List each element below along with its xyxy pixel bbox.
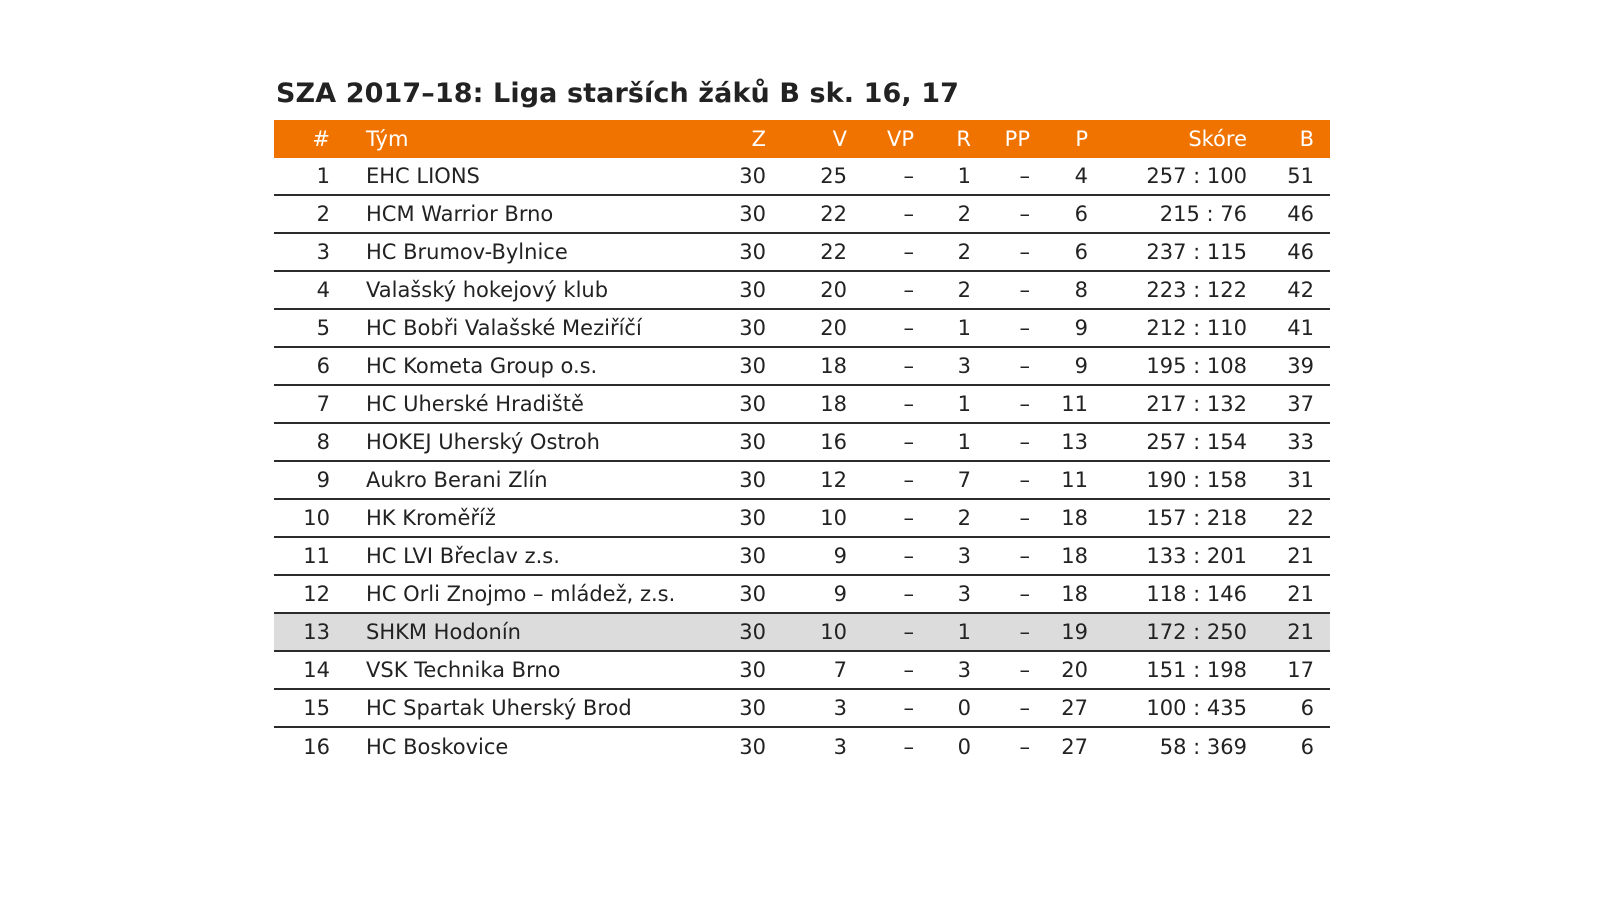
played-cell: 30 [739, 202, 766, 226]
column-header-played: Z [751, 127, 766, 151]
rank-cell: 13 [303, 620, 330, 644]
ot-losses-cell: – [1019, 506, 1030, 530]
score-cell: 157 : 218 [1146, 506, 1247, 530]
played-cell: 30 [739, 468, 766, 492]
ot-losses-cell: – [1019, 316, 1030, 340]
rank-cell: 16 [303, 735, 330, 759]
played-cell: 30 [739, 316, 766, 340]
rank-cell: 15 [303, 696, 330, 720]
losses-cell: 18 [1061, 544, 1088, 568]
points-cell: 42 [1287, 278, 1314, 302]
team-name-cell: HC Brumov-Bylnice [366, 240, 568, 264]
losses-cell: 9 [1074, 316, 1088, 340]
losses-cell: 11 [1061, 468, 1088, 492]
draws-cell: 2 [957, 202, 971, 226]
ot-losses-cell: – [1019, 392, 1030, 416]
points-cell: 39 [1287, 354, 1314, 378]
wins-cell: 22 [820, 202, 847, 226]
column-header-points: B [1299, 127, 1314, 151]
score-cell: 190 : 158 [1146, 468, 1247, 492]
table-row [274, 424, 1330, 462]
draws-cell: 1 [957, 620, 971, 644]
draws-cell: 2 [957, 240, 971, 264]
ot-losses-cell: – [1019, 468, 1030, 492]
rank-cell: 11 [303, 544, 330, 568]
rank-cell: 5 [316, 316, 330, 340]
losses-cell: 8 [1074, 278, 1088, 302]
played-cell: 30 [739, 354, 766, 378]
team-name-cell: HC Orli Znojmo – mládež, z.s. [366, 582, 676, 606]
ot-wins-cell: – [903, 240, 914, 264]
ot-losses-cell: – [1019, 202, 1030, 226]
score-cell: 257 : 154 [1146, 430, 1247, 454]
rank-cell: 8 [316, 430, 330, 454]
table-row [274, 538, 1330, 576]
losses-cell: 11 [1061, 392, 1088, 416]
wins-cell: 20 [820, 278, 847, 302]
ot-wins-cell: – [903, 735, 914, 759]
standings-table [274, 120, 1330, 766]
score-cell: 133 : 201 [1146, 544, 1247, 568]
wins-cell: 25 [820, 164, 847, 188]
points-cell: 46 [1287, 240, 1314, 264]
losses-cell: 4 [1074, 164, 1088, 188]
score-cell: 217 : 132 [1146, 392, 1247, 416]
score-cell: 237 : 115 [1146, 240, 1247, 264]
wins-cell: 16 [820, 430, 847, 454]
losses-cell: 18 [1061, 506, 1088, 530]
table-row [274, 500, 1330, 538]
team-name-cell: HC Kometa Group o.s. [366, 354, 598, 378]
wins-cell: 3 [833, 696, 847, 720]
draws-cell: 1 [957, 164, 971, 188]
ot-losses-cell: – [1019, 620, 1030, 644]
ot-losses-cell: – [1019, 544, 1030, 568]
points-cell: 21 [1287, 620, 1314, 644]
team-name-cell: HC Uherské Hradiště [366, 392, 584, 416]
draws-cell: 0 [957, 696, 971, 720]
rank-cell: 6 [316, 354, 330, 378]
rank-cell: 9 [316, 468, 330, 492]
draws-cell: 2 [957, 506, 971, 530]
ot-losses-cell: – [1019, 582, 1030, 606]
ot-wins-cell: – [903, 202, 914, 226]
ot-wins-cell: – [903, 392, 914, 416]
ot-wins-cell: – [903, 582, 914, 606]
table-row [274, 272, 1330, 310]
ot-wins-cell: – [903, 316, 914, 340]
rank-cell: 4 [316, 278, 330, 302]
table-row [274, 576, 1330, 614]
team-name-cell: HOKEJ Uherský Ostroh [366, 430, 600, 454]
draws-cell: 2 [957, 278, 971, 302]
losses-cell: 27 [1061, 735, 1088, 759]
played-cell: 30 [739, 506, 766, 530]
points-cell: 31 [1287, 468, 1314, 492]
ot-losses-cell: – [1019, 278, 1030, 302]
losses-cell: 6 [1074, 240, 1088, 264]
ot-wins-cell: – [903, 506, 914, 530]
column-header-draws: R [956, 127, 971, 151]
ot-wins-cell: – [903, 354, 914, 378]
ot-wins-cell: – [903, 430, 914, 454]
team-name-cell: HC Boskovice [366, 735, 509, 759]
team-name-cell: HC Spartak Uherský Brod [366, 696, 632, 720]
points-cell: 51 [1287, 164, 1314, 188]
losses-cell: 13 [1061, 430, 1088, 454]
played-cell: 30 [739, 430, 766, 454]
played-cell: 30 [739, 278, 766, 302]
column-header-team: Tým [366, 127, 409, 151]
team-name-cell: HC Bobři Valašské Meziříčí [366, 316, 642, 340]
ot-losses-cell: – [1019, 735, 1030, 759]
column-header-ot-losses: PP [1004, 127, 1030, 151]
table-row [274, 158, 1330, 196]
ot-wins-cell: – [903, 544, 914, 568]
table-body [274, 158, 1330, 766]
points-cell: 21 [1287, 544, 1314, 568]
played-cell: 30 [739, 658, 766, 682]
points-cell: 37 [1287, 392, 1314, 416]
wins-cell: 7 [833, 658, 847, 682]
table-header [274, 120, 1330, 158]
played-cell: 30 [739, 735, 766, 759]
losses-cell: 18 [1061, 582, 1088, 606]
wins-cell: 20 [820, 316, 847, 340]
draws-cell: 1 [957, 430, 971, 454]
wins-cell: 18 [820, 354, 847, 378]
draws-cell: 1 [957, 316, 971, 340]
draws-cell: 1 [957, 392, 971, 416]
ot-losses-cell: – [1019, 240, 1030, 264]
table-row [274, 310, 1330, 348]
played-cell: 30 [739, 164, 766, 188]
losses-cell: 9 [1074, 354, 1088, 378]
ot-wins-cell: – [903, 164, 914, 188]
wins-cell: 9 [833, 582, 847, 606]
points-cell: 17 [1287, 658, 1314, 682]
points-cell: 33 [1287, 430, 1314, 454]
draws-cell: 7 [957, 468, 971, 492]
score-cell: 58 : 369 [1159, 735, 1247, 759]
score-cell: 195 : 108 [1146, 354, 1247, 378]
rank-cell: 14 [303, 658, 330, 682]
table-row [274, 728, 1330, 766]
column-header-rank: # [312, 127, 330, 151]
column-header-losses: P [1075, 127, 1088, 151]
points-cell: 46 [1287, 202, 1314, 226]
score-cell: 257 : 100 [1146, 164, 1247, 188]
ot-wins-cell: – [903, 278, 914, 302]
wins-cell: 3 [833, 735, 847, 759]
ot-wins-cell: – [903, 696, 914, 720]
table-row [274, 386, 1330, 424]
losses-cell: 27 [1061, 696, 1088, 720]
rank-cell: 3 [316, 240, 330, 264]
played-cell: 30 [739, 240, 766, 264]
rank-cell: 12 [303, 582, 330, 606]
team-name-cell: HK Kroměříž [366, 506, 496, 530]
wins-cell: 12 [820, 468, 847, 492]
table-row [274, 614, 1330, 652]
ot-losses-cell: – [1019, 354, 1030, 378]
score-cell: 151 : 198 [1146, 658, 1247, 682]
draws-cell: 0 [957, 735, 971, 759]
score-cell: 223 : 122 [1146, 278, 1247, 302]
wins-cell: 18 [820, 392, 847, 416]
team-name-cell: SHKM Hodonín [366, 620, 521, 644]
score-cell: 118 : 146 [1146, 582, 1247, 606]
points-cell: 6 [1300, 696, 1314, 720]
played-cell: 30 [739, 544, 766, 568]
rank-cell: 1 [316, 164, 330, 188]
draws-cell: 3 [957, 544, 971, 568]
score-cell: 215 : 76 [1159, 202, 1247, 226]
played-cell: 30 [739, 582, 766, 606]
draws-cell: 3 [957, 658, 971, 682]
team-name-cell: Valašský hokejový klub [366, 278, 609, 302]
played-cell: 30 [739, 392, 766, 416]
losses-cell: 19 [1061, 620, 1088, 644]
losses-cell: 6 [1074, 202, 1088, 226]
score-cell: 100 : 435 [1146, 696, 1247, 720]
points-cell: 6 [1300, 735, 1314, 759]
table-row [274, 196, 1330, 234]
rank-cell: 7 [316, 392, 330, 416]
played-cell: 30 [739, 696, 766, 720]
ot-losses-cell: – [1019, 696, 1030, 720]
page-title: SZA 2017–18: Liga starších žáků B sk. 16, 17 [276, 78, 959, 109]
column-header-ot-wins: VP [886, 127, 914, 151]
points-cell: 41 [1287, 316, 1314, 340]
ot-losses-cell: – [1019, 164, 1030, 188]
table-row [274, 462, 1330, 500]
score-cell: 212 : 110 [1146, 316, 1247, 340]
column-header-score: Skóre [1188, 127, 1247, 151]
played-cell: 30 [739, 620, 766, 644]
ot-wins-cell: – [903, 620, 914, 644]
draws-cell: 3 [957, 582, 971, 606]
team-name-cell: Aukro Berani Zlín [366, 468, 548, 492]
team-name-cell: EHC LIONS [366, 164, 480, 188]
wins-cell: 9 [833, 544, 847, 568]
points-cell: 22 [1287, 506, 1314, 530]
table-row [274, 690, 1330, 728]
table-row [274, 234, 1330, 272]
wins-cell: 22 [820, 240, 847, 264]
column-header-wins: V [832, 127, 847, 151]
table-row [274, 348, 1330, 386]
score-cell: 172 : 250 [1146, 620, 1247, 644]
draws-cell: 3 [957, 354, 971, 378]
ot-wins-cell: – [903, 468, 914, 492]
team-name-cell: VSK Technika Brno [366, 658, 561, 682]
rank-cell: 10 [303, 506, 330, 530]
ot-wins-cell: – [903, 658, 914, 682]
table-row [274, 652, 1330, 690]
wins-cell: 10 [820, 620, 847, 644]
ot-losses-cell: – [1019, 430, 1030, 454]
points-cell: 21 [1287, 582, 1314, 606]
team-name-cell: HCM Warrior Brno [366, 202, 554, 226]
rank-cell: 2 [316, 202, 330, 226]
wins-cell: 10 [820, 506, 847, 530]
losses-cell: 20 [1061, 658, 1088, 682]
ot-losses-cell: – [1019, 658, 1030, 682]
team-name-cell: HC LVI Břeclav z.s. [366, 544, 560, 568]
